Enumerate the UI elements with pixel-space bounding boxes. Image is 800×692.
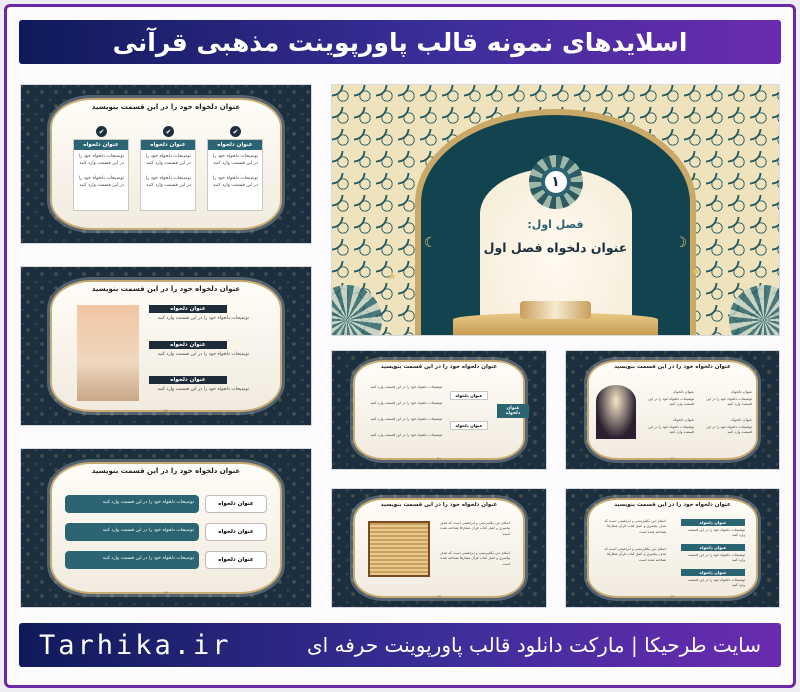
column-label: عنوان دلخواه [141, 140, 195, 150]
feature-text: عنوان دلخواه [731, 417, 752, 422]
branch-node: عنوان دلخواه [450, 391, 488, 400]
item-desc: توضیحات دلخواه خود را در این قسمت وارد کنید [157, 352, 249, 357]
paragraph: اسلام دین یکتاپرستی و ابراهیمی است که هدف پیامبری و اصل کتاب قرآن متعارفا شناخته شده است [604, 519, 666, 534]
slide-quran-text[interactable] [331, 488, 547, 608]
pill-desc: توضیحات دلخواه خود را در این قسمت وارد کنید [65, 523, 199, 541]
pill-desc: توضیحات دلخواه خود را در این قسمت وارد کنید [65, 551, 199, 569]
column-desc: توضیحات دلخواه خود را در این قسمت وارد کنید [145, 154, 191, 166]
leaf-text: توضیحات دلخواه خود را در این قسمت وارد کنید [370, 401, 442, 405]
footer-tagline: سایت طرحیکا | مارکت دانلود قالب پاورپوینت حرفه ای [306, 633, 761, 657]
chapter-label: فصل اول: [527, 218, 584, 231]
slide-number: ۳۳ [436, 594, 442, 599]
item-desc: توضیحات دلخواه خود را در این قسمت وارد کنید [157, 387, 249, 392]
slide-text-labels[interactable] [565, 488, 780, 608]
pill-label: عنوان دلخواه [205, 551, 267, 569]
pill-desc: توضیحات دلخواه خود را در این قسمت وارد کنید [65, 495, 199, 513]
slide-arch-features[interactable] [565, 350, 780, 470]
feature-text: عنوان دلخواه [731, 389, 752, 394]
slide-title: عنوان دلخواه خود را در این قسمت بنویسید [614, 364, 731, 370]
slide-number: ۲۱ [163, 226, 169, 231]
column-box [140, 139, 196, 211]
pill-label: عنوان دلخواه [205, 495, 267, 513]
slide-number: ۲۷ [163, 408, 169, 413]
item-label: عنوان دلخواه [149, 376, 227, 384]
header-title: اسلایدهای نمونه قالب پاورپوینت مذهبی قرآنی [112, 27, 688, 57]
feature-text: توضیحات دلخواه خود را در این قسمت وارد کنید [648, 397, 694, 407]
slide-title: عنوان دلخواه خود را در این قسمت بنویسید [380, 364, 498, 370]
slide-number: ۲۹ [163, 590, 169, 595]
hero-slide[interactable] [331, 84, 780, 336]
check-icon: ✔ [163, 126, 174, 137]
item-label: عنوان دلخواه [681, 569, 745, 576]
paragraph: اسلام دین یکتاپرستی و ابراهیمی است که هدف پیامبری و اصل کتاب قرآن متعارفا شناخته شده است [604, 547, 666, 562]
column-desc: توضیحات دلخواه خود را در این قسمت وارد کنید [78, 154, 124, 166]
slide-tree-diagram[interactable] [331, 350, 547, 470]
item-label: عنوان دلخواه [681, 519, 745, 526]
pill-label: عنوان دلخواه [205, 523, 267, 541]
slide-three-columns[interactable] [20, 84, 312, 244]
feature-text: توضیحات دلخواه خود را در این قسمت وارد کنید [706, 397, 752, 407]
star-icon: ★ [691, 265, 701, 278]
feature-text: عنوان دلخواه [673, 417, 694, 422]
feature-text: توضیحات دلخواه خود را در این قسمت وارد کنید [706, 425, 752, 435]
slide-title: عنوان دلخواه خود را در این قسمت بنویسید [91, 467, 241, 475]
site-link[interactable]: Tarhika.ir [39, 629, 232, 661]
slide-title: عنوان دلخواه خود را در این قسمت بنویسید [380, 502, 498, 508]
item-label: عنوان دلخواه [149, 305, 227, 313]
slide-image-list[interactable] [20, 266, 312, 426]
footer-banner [19, 623, 781, 667]
slide-number: ۳۱ [436, 456, 442, 461]
column-desc: توضیحات دلخواه خود را در این قسمت وارد کنید [145, 175, 191, 188]
column-label: عنوان دلخواه [74, 140, 128, 150]
arch-photo [596, 385, 636, 439]
feature-text: عنوان دلخواه [673, 389, 694, 394]
column-desc: توضیحات دلخواه خود را در این قسمت وارد کنید [212, 154, 258, 166]
slide-title: عنوان دلخواه خود را در این قسمت بنویسید [91, 103, 241, 111]
item-desc: توضیحات دلخواه خود را در این قسمت وارد کنید [687, 578, 745, 588]
open-book-icon [520, 301, 592, 319]
column-box [73, 139, 129, 211]
column-desc: توضیحات دلخواه خود را در این قسمت وارد کنید [78, 175, 124, 188]
quran-photo [368, 521, 430, 577]
item-desc: توضیحات دلخواه خود را در این قسمت وارد کنید [157, 316, 249, 321]
check-icon: ✔ [230, 126, 241, 137]
leaf-text: توضیحات دلخواه خود را در این قسمت وارد کنید [370, 385, 442, 389]
column-box [207, 139, 263, 211]
slide-title: عنوان دلخواه خود را در این قسمت بنویسید [91, 285, 241, 293]
column-label: عنوان دلخواه [208, 140, 262, 150]
paragraph: اسلام دین یکتاپرستی و ابراهیمی است که هدف پیامبری و اصل کتاب قرآن متعارفا شناخته شده است [439, 551, 510, 566]
star-icon: ★ [387, 270, 397, 283]
branch-node: عنوان دلخواه [450, 421, 488, 430]
slide-number: ۳۴ [670, 594, 675, 599]
slide-title: عنوان دلخواه خود را در این قسمت بنویسید [614, 502, 731, 508]
crescent-moon-icon: ☾ [424, 235, 437, 251]
header-banner [19, 20, 781, 64]
crescent-moon-icon: ☽ [674, 235, 687, 251]
chapter-number-badge: ۱ [541, 167, 571, 197]
item-desc: توضیحات دلخواه خود را در این قسمت وارد کنید [687, 553, 745, 563]
root-node: عنوان دلخواه [497, 404, 529, 418]
mosque-photo [77, 305, 139, 401]
leaf-text: توضیحات دلخواه خود را در این قسمت وارد کنید [370, 433, 442, 437]
chapter-title: عنوان دلخواه فصل اول [483, 240, 628, 255]
item-desc: توضیحات دلخواه خود را در این قسمت وارد کنید [687, 528, 745, 538]
check-icon: ✔ [96, 126, 107, 137]
feature-text: توضیحات دلخواه خود را در این قسمت وارد کنید [648, 425, 694, 435]
column-desc: توضیحات دلخواه خود را در این قسمت وارد کنید [212, 175, 258, 188]
leaf-text: توضیحات دلخواه خود را در این قسمت وارد کنید [370, 417, 442, 421]
slide-number: ۳۲ [670, 456, 675, 461]
item-label: عنوان دلخواه [149, 341, 227, 349]
paragraph: اسلام دین یکتاپرستی و ابراهیمی است که هدف پیامبری و اصل کتاب قرآن متعارفا شناخته شده است [439, 521, 510, 536]
item-label: عنوان دلخواه [681, 544, 745, 551]
slide-pill-list[interactable] [20, 448, 312, 608]
